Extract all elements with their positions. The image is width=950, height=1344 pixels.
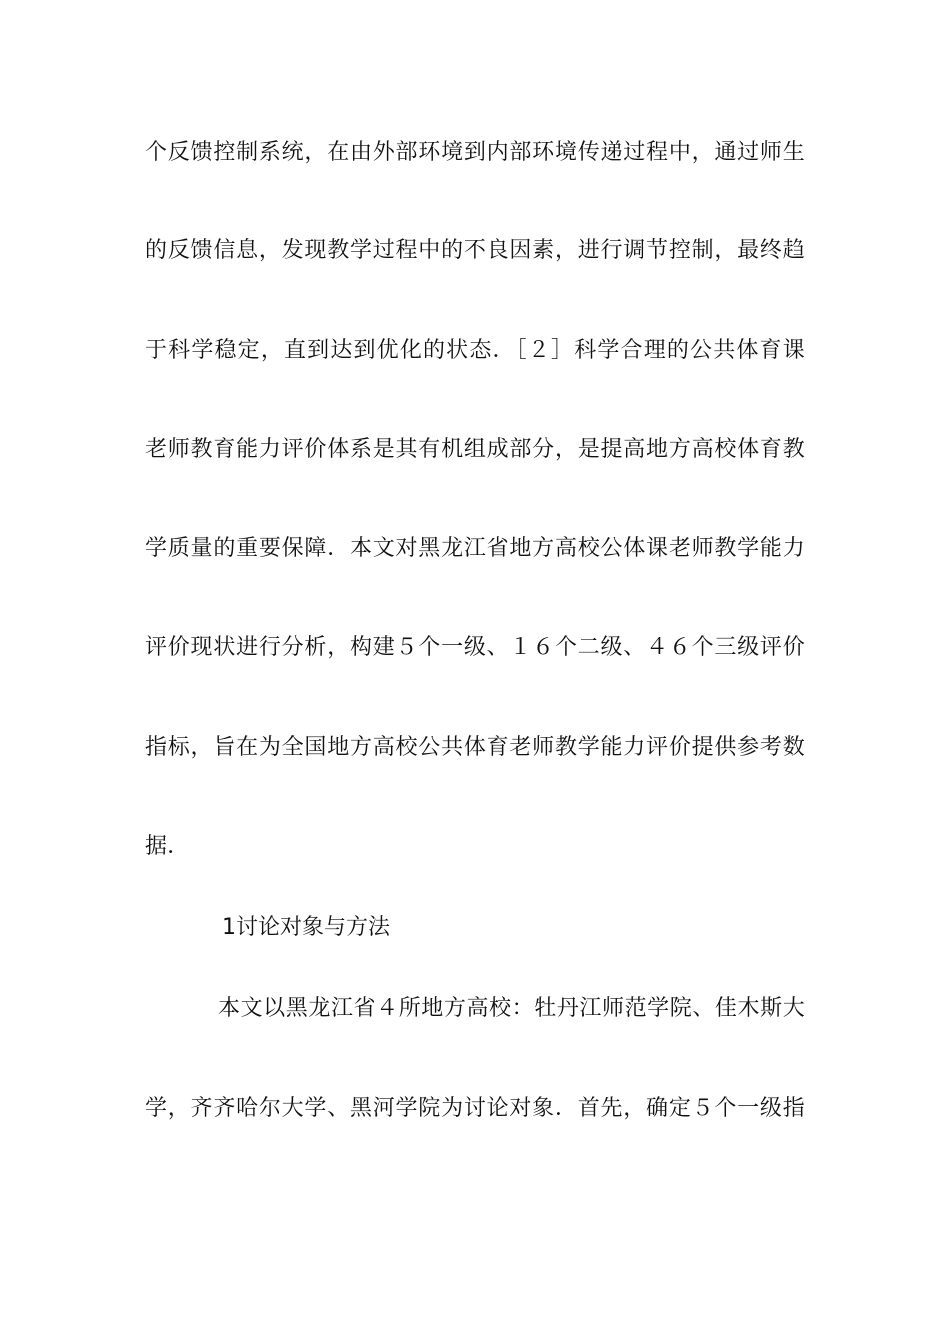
paragraph-line: 于科学稳定，直到达到优化的状态．［２］科学合理的公共体育课 [145, 338, 805, 363]
paragraph-line: 个反馈控制系统，在由外部环境到内部环境传递过程中，通过师生 [145, 140, 805, 165]
paragraph-line: 评价现状进行分析，构建５个一级、１６个二级、４６个三级评价 [145, 635, 805, 660]
paragraph-line: 指标，旨在为全国地方高校公共体育老师教学能力评价提供参考数 [145, 735, 805, 760]
paragraph-line: 据． [145, 834, 190, 859]
paragraph-line: 本文以黑龙江省４所地方高校：牡丹江师范学院、佳木斯大 [218, 996, 805, 1021]
paragraph-line: 学，齐齐哈尔大学、黑河学院为讨论对象．首先，确定５个一级指 [145, 1096, 805, 1121]
section-heading: 1讨论对象与方法 [222, 915, 390, 940]
paragraph-line: 老师教育能力评价体系是其有机组成部分，是提高地方高校体育教 [145, 437, 805, 462]
paragraph-line: 的反馈信息，发现教学过程中的不良因素，进行调节控制，最终趋 [145, 238, 805, 263]
paragraph-line: 学质量的重要保障．本文对黑龙江省地方高校公体课老师教学能力 [145, 536, 805, 561]
